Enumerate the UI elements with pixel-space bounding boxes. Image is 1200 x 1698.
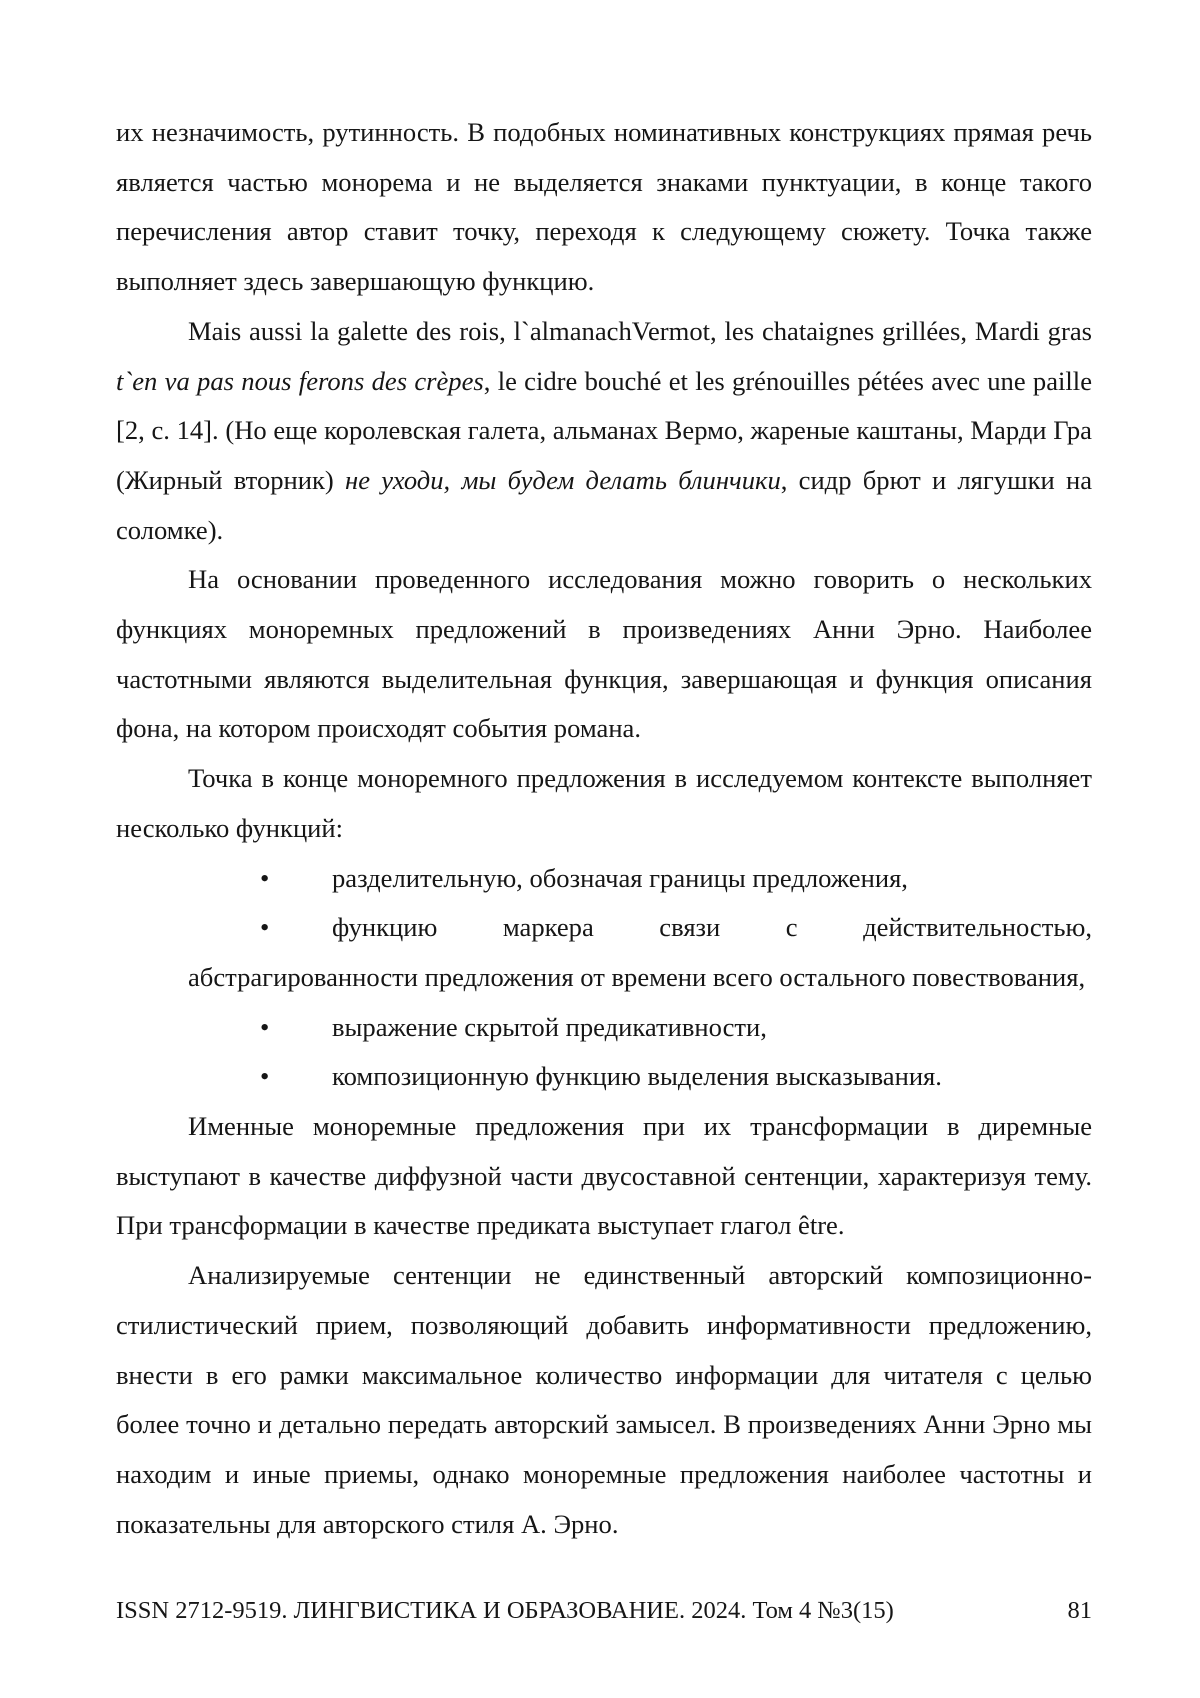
- paragraph-3: На основании проведенного исследования можно говорить о нескольких функциях моноремных предложений в произведениях Анни Эрно. Наиболее частотными являются выделительная функция, завершающая и функция описания фона, на котором происходят события романа.: [116, 555, 1092, 754]
- function-list: [116, 854, 1092, 1103]
- example-text-part-1: Mais aussi la galette des rois, l`almanachVermot, les chataignes grillées, Mardi gras: [188, 316, 1092, 346]
- list-item-text: разделительную, обозначая границы предложения,: [332, 863, 908, 893]
- bullet-icon: •: [260, 903, 280, 953]
- paragraph-2-french-example: [116, 307, 1092, 556]
- list-item: [116, 1003, 1092, 1053]
- list-item-text: выражение скрытой предикативности,: [332, 1012, 767, 1042]
- paragraph-1: их незначимость, рутинность. В подобных номинативных конструкциях прямая речь является частью монорема и не выделяется знаками пунктуации, в конце такого перечисления автор ставит точку, переходя к следующему сюжету. Точка также выполняет здесь завершающую функцию.: [116, 108, 1092, 307]
- list-item-text: функцию маркера связи с действительностью, абстрагированности предложения от времени всего остального повествования,: [188, 912, 1092, 992]
- list-item: [116, 854, 1092, 904]
- list-item-text: композиционную функцию выделения высказывания.: [332, 1061, 942, 1091]
- page-number: 81: [1068, 1596, 1093, 1626]
- journal-citation: ISSN 2712-9519. ЛИНГВИСТИКА И ОБРАЗОВАНИЕ. 2024. Том 4 №3(15): [116, 1596, 894, 1626]
- bullet-icon: •: [260, 854, 280, 904]
- bullet-icon: •: [260, 1052, 280, 1102]
- bullet-icon: •: [260, 1003, 280, 1053]
- example-italic-russian: не уходи, мы будем делать блинчики: [345, 465, 781, 495]
- paragraph-4: Точка в конце моноремного предложения в исследуемом контексте выполняет несколько функций:: [116, 754, 1092, 853]
- paragraph-6: Анализируемые сентенции не единственный авторский композиционно-стилистический прием, позволяющий добавить информативности предложению, внести в его рамки максимальное количество информации для читателя с целью более точно и детально передать авторский замысел. В произведениях Анни Эрно мы находим и иные приемы, однако моноремные предложения наиболее частотны и показательны для авторского стиля А. Эрно.: [116, 1251, 1092, 1549]
- list-item: [116, 903, 1092, 1002]
- paragraph-5: Именные моноремные предложения при их трансформации в диремные выступают в качестве диффузной части двусоставной сентенции, характеризуя тему. При трансформации в качестве предиката выступает глагол être.: [116, 1102, 1092, 1251]
- example-text-part-3: , сидр брют и лягушки на соломке).: [116, 465, 1092, 545]
- list-item: [116, 1052, 1092, 1102]
- page-footer: [116, 1596, 1092, 1626]
- page-body: [116, 108, 1092, 1549]
- example-text-part-2: , le cidre bouché et les grénouilles pétées avec une paille [2, c. 14]. (Но еще королевская галета, альманах Вермо, жареные каштаны, Марди Гра (Жирный вторник): [116, 366, 1092, 495]
- example-italic-french: t`en va pas nous ferons des crèpes: [116, 366, 484, 396]
